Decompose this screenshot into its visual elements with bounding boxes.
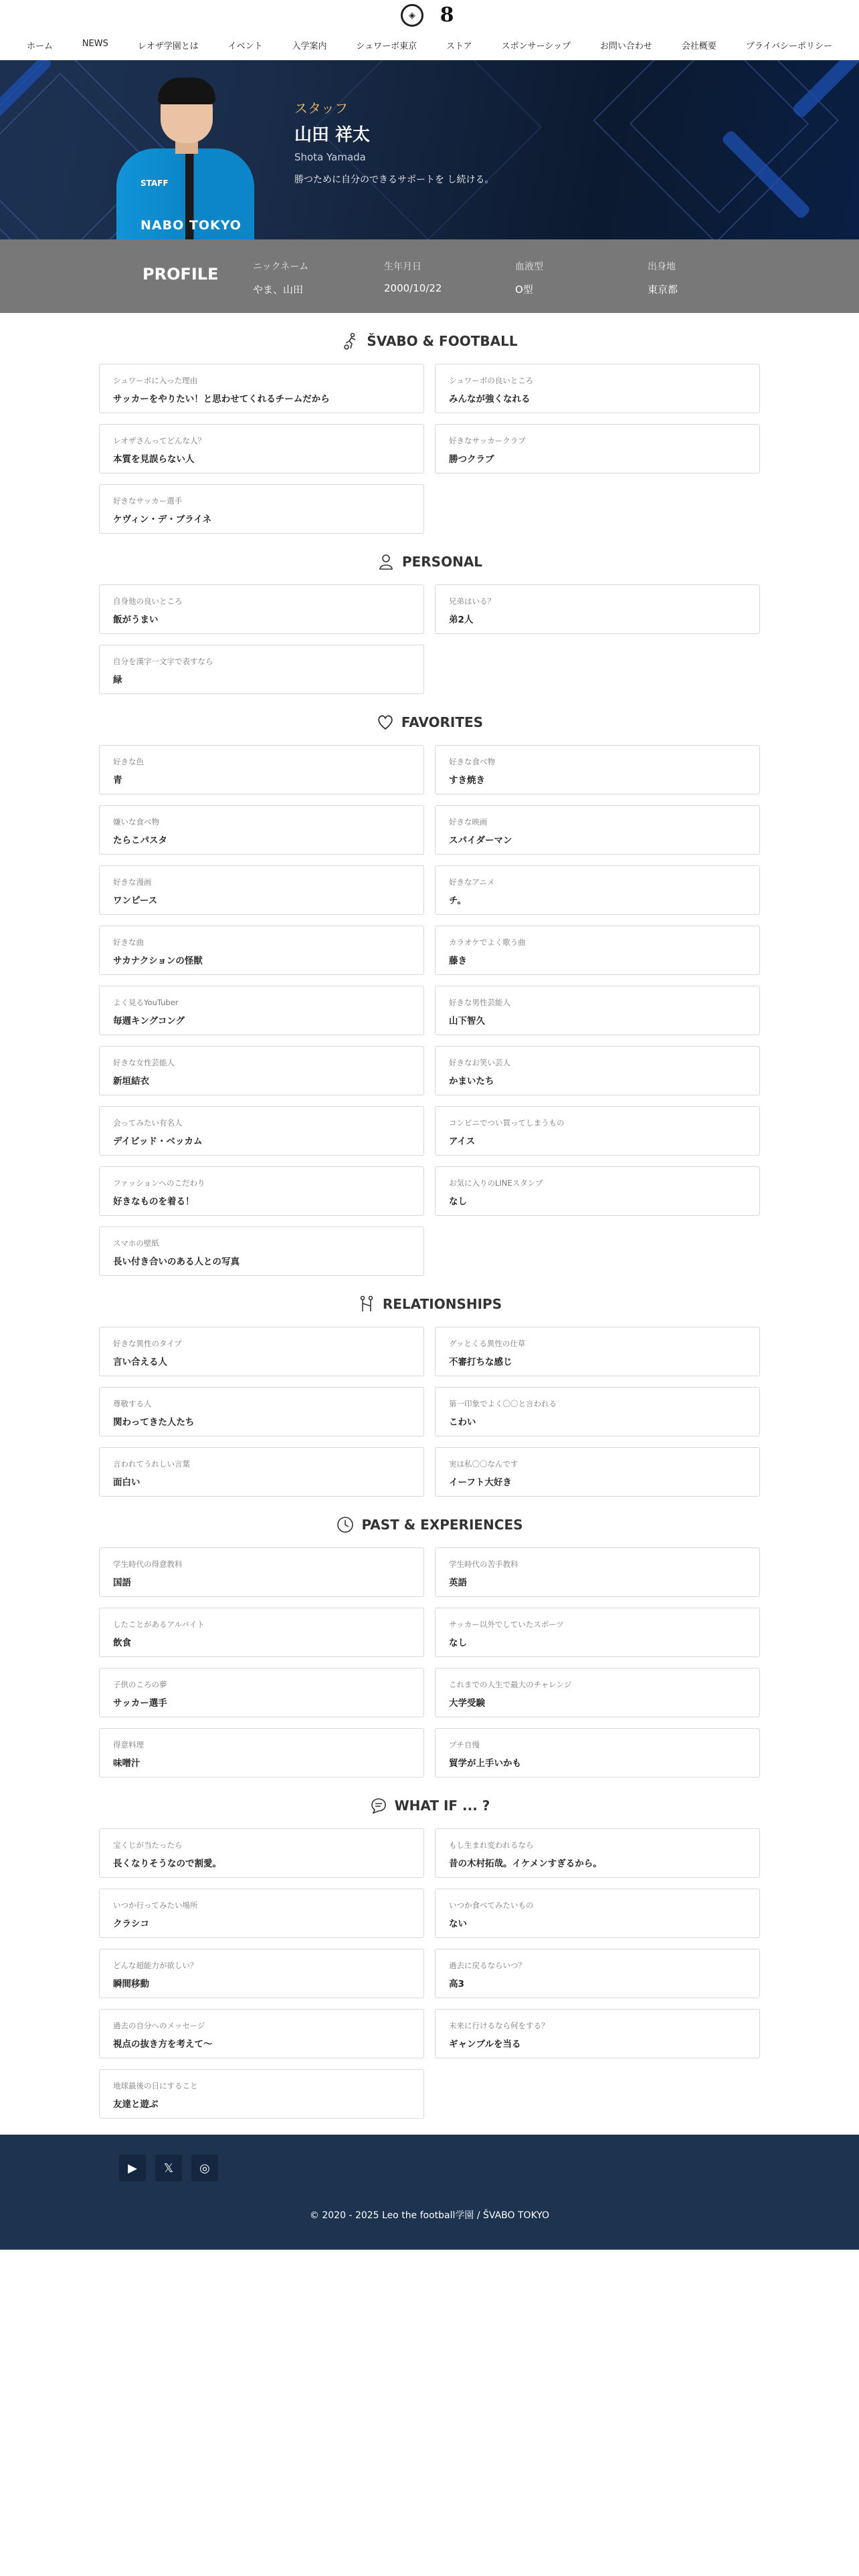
- qa-answer: 本質を見誤らない人: [113, 454, 195, 465]
- qa-question: 好きなサッカークラブ: [449, 436, 526, 445]
- qa-question: サッカー以外でしていたスポーツ: [449, 1620, 564, 1629]
- qa-question: 未来に行けるなら何をする？: [449, 2021, 549, 2030]
- youtube-icon[interactable]: ▶: [119, 2155, 146, 2181]
- qa-card: [435, 1608, 760, 1657]
- qa-card: [435, 1828, 760, 1878]
- qa-card: [435, 805, 760, 855]
- section-title: FAVORITES: [401, 714, 484, 730]
- profile-value: やま、山田: [253, 284, 304, 296]
- qa-question: シュワーボに入った理由: [113, 376, 198, 385]
- qa-answer: すき焼き: [449, 775, 485, 786]
- section-heading: [99, 328, 760, 354]
- nav-item[interactable]: プライバシーポリシー: [745, 41, 833, 51]
- qa-answer: チ。: [449, 895, 467, 906]
- qa-answer: 瞬間移動: [113, 1979, 149, 1990]
- profile-title: PROFILE: [142, 265, 219, 284]
- profile-item-nickname: [253, 259, 308, 296]
- x-icon[interactable]: 𝕏: [155, 2155, 182, 2181]
- qa-question: 地球最後の日にすること: [113, 2081, 198, 2090]
- profile-label: 血液型: [515, 261, 543, 272]
- qa-answer: ない: [449, 1919, 467, 1929]
- qa-answer: ケヴィン・デ・ブライネ: [113, 514, 212, 525]
- qa-question: 嫌いな食べ物: [113, 817, 159, 827]
- staff-name-en: Shota Yamada: [294, 151, 366, 163]
- qa-answer: 勝つクラブ: [449, 454, 494, 465]
- qa-answer: なし: [449, 1196, 467, 1207]
- profile-value: O型: [515, 284, 533, 296]
- qa-question: 好きな異性のタイプ: [113, 1339, 182, 1348]
- profile-bar: [0, 239, 859, 313]
- qa-card: [435, 926, 760, 975]
- qa-question: 第一印象でよく〇〇と言われる: [449, 1399, 557, 1408]
- qa-question: いつか行ってみたい場所: [113, 1901, 198, 1910]
- section-favorites: [99, 694, 760, 1276]
- section-heading: [99, 1792, 760, 1819]
- qa-card: [99, 1728, 424, 1778]
- relationship-icon: [357, 1295, 376, 1313]
- qa-answer: 不審打ちな感じ: [449, 1357, 512, 1368]
- qa-question: 学生時代の得意教科: [113, 1560, 183, 1569]
- heart-icon: [376, 713, 395, 732]
- section-heading: [99, 1291, 760, 1317]
- profile-label: 出身地: [648, 261, 676, 272]
- soccer-player-icon: [341, 332, 360, 350]
- person-icon: [377, 552, 395, 571]
- nav-item[interactable]: ホーム: [26, 41, 53, 51]
- profile-value: 東京都: [648, 284, 678, 296]
- qa-card: [435, 1889, 760, 1938]
- qa-answer: 緑: [113, 675, 122, 685]
- instagram-icon[interactable]: ◎: [191, 2155, 218, 2181]
- jacket-staff-label: STAFF: [140, 179, 169, 188]
- qa-card: [99, 1327, 424, 1376]
- qa-question: 宝くじが当たったら: [113, 1840, 183, 1850]
- qa-sections: [0, 313, 859, 2119]
- qa-answer: デイビッド・ベッカム: [113, 1136, 203, 1147]
- qa-answer: 飯がうまい: [113, 615, 159, 625]
- qa-card: [435, 745, 760, 794]
- qa-question: 好きな男性芸能人: [449, 998, 510, 1007]
- qa-answer: 友達と遊ぶ: [113, 2099, 159, 2110]
- qa-question: 子供のころの夢: [113, 1680, 167, 1689]
- qa-card: [435, 986, 760, 1035]
- qa-question: 実は私〇〇なんです: [449, 1459, 518, 1469]
- qa-answer: イーフト大好き: [449, 1477, 512, 1488]
- nav-item[interactable]: お問い合わせ: [599, 41, 652, 51]
- qa-answer: 弟2人: [449, 615, 474, 625]
- qa-question: 得意料理: [113, 1740, 144, 1749]
- qa-card: [435, 1668, 760, 1717]
- qa-answer: 貿学が上手いかも: [449, 1758, 521, 1769]
- qa-card: [435, 1949, 760, 1998]
- qa-question: 学生時代の苦手教科: [449, 1560, 518, 1569]
- profile-item-hometown: [648, 259, 678, 296]
- qa-answer: 面白い: [113, 1477, 140, 1488]
- social-links: [119, 2155, 218, 2181]
- section-personal: [99, 534, 760, 694]
- qa-card: [99, 645, 424, 694]
- qa-card: [435, 1166, 760, 1216]
- qa-card: [99, 424, 424, 473]
- qa-grid: [99, 1327, 760, 1497]
- nav-item[interactable]: 会社概要: [681, 41, 717, 51]
- staff-message: 勝つために自分のできるサポートを し続ける。: [294, 175, 494, 185]
- nav-item[interactable]: 入学案内: [292, 41, 327, 51]
- qa-answer: 味噌汁: [113, 1758, 140, 1769]
- qa-question: 尊敬する人: [113, 1399, 152, 1408]
- qa-question: いつか食べてみたいもの: [449, 1901, 534, 1910]
- section-title: WHAT IF ... ?: [394, 1798, 490, 1814]
- staff-role: スタッフ: [294, 100, 348, 116]
- qa-answer: 国語: [113, 1578, 131, 1588]
- qa-answer: サッカー選手: [113, 1698, 167, 1709]
- qa-answer: 大学受験: [449, 1698, 485, 1709]
- nav-item[interactable]: レオザ学園とは: [137, 41, 199, 51]
- qa-question: コンビニでつい買ってしまうもの: [449, 1118, 565, 1128]
- section-heading: [99, 1511, 760, 1538]
- qa-answer: 英語: [449, 1578, 467, 1588]
- staff-name: 山田 祥太: [294, 125, 371, 145]
- qa-card: [99, 1668, 424, 1717]
- qa-answer: クラシコ: [113, 1919, 149, 1929]
- qa-question: 過去の自分へのメッセージ: [113, 2021, 205, 2030]
- nav-item[interactable]: シュワーボ東京: [356, 41, 417, 51]
- qa-answer: 高3: [449, 1979, 464, 1990]
- qa-question: これまでの人生で最大のチャレンジ: [449, 1680, 572, 1689]
- qa-card: [99, 364, 424, 413]
- qa-question: シュワーボの良いところ: [449, 376, 534, 385]
- profile-label: ニックネーム: [253, 261, 309, 272]
- qa-card: [435, 1728, 760, 1778]
- qa-answer: 新垣結衣: [113, 1076, 149, 1087]
- qa-answer: 言い合える人: [113, 1357, 167, 1368]
- qa-question: 好きなアニメ: [449, 877, 495, 887]
- qa-question: プチ自慢: [449, 1740, 480, 1749]
- profile-value: 2000/10/22: [384, 282, 442, 294]
- section-title: ŠVABO & FOOTBALL: [367, 333, 518, 349]
- hair: [158, 78, 215, 104]
- qa-question: スマホの壁紙: [113, 1239, 159, 1248]
- qa-card: [435, 424, 760, 473]
- clock-icon: [336, 1515, 355, 1534]
- qa-question: ファッションへのこだわり: [113, 1178, 205, 1188]
- profile-item-birthday: [384, 259, 442, 294]
- qa-answer: 藤き: [449, 956, 467, 966]
- qa-answer: こわい: [449, 1417, 476, 1428]
- qa-answer: 長くなりそうなので割愛。: [113, 1858, 221, 1869]
- qa-grid: [99, 1547, 760, 1778]
- qa-answer: たらこパスタ: [113, 835, 167, 846]
- qa-answer: 関わってきた人たち: [113, 1417, 195, 1428]
- qa-card: [99, 1106, 424, 1156]
- qa-card: [99, 584, 424, 634]
- qa-card: [435, 1327, 760, 1376]
- qa-question: 好きなお笑い芸人: [449, 1058, 510, 1067]
- section-past-experiences: [99, 1497, 760, 1778]
- qa-answer: サッカーをやりたい！と思わせてくれるチームだから: [113, 394, 330, 405]
- qa-question: どんな超能力が欲しい？: [113, 1961, 198, 1970]
- qa-card: [99, 1226, 424, 1276]
- top-header: [0, 0, 859, 60]
- jacket-team-text: NABO TOKYO: [140, 218, 242, 233]
- qa-card: [435, 1046, 760, 1095]
- qa-grid: [99, 364, 760, 534]
- nav-item[interactable]: イベント: [227, 41, 263, 51]
- qa-card: [435, 364, 760, 413]
- qa-card: [99, 484, 424, 534]
- qa-card: [435, 1447, 760, 1497]
- qa-card: [99, 1949, 424, 1998]
- qa-question: カラオケでよく歌う曲: [449, 938, 526, 947]
- qa-answer: 長い付き合いのある人との写真: [113, 1257, 240, 1267]
- qa-answer: ギャンブルを当る: [449, 2039, 521, 2050]
- qa-question: よく見るYouTuber: [113, 998, 179, 1007]
- qa-answer: 毎週キングコング: [113, 1016, 185, 1027]
- qa-question: したことがあるアルバイト: [113, 1620, 205, 1629]
- qa-card: [435, 1106, 760, 1156]
- qa-card: [99, 805, 424, 855]
- hero-text: [294, 98, 494, 186]
- qa-card: [99, 2009, 424, 2058]
- section-relationships: [99, 1276, 760, 1497]
- qa-question: 過去に戻るならいつ？: [449, 1961, 526, 1970]
- qa-question: お気に入りのLINEスタンプ: [449, 1178, 543, 1188]
- qa-card: [99, 1447, 424, 1497]
- qa-card: [99, 745, 424, 794]
- qa-card: [99, 1889, 424, 1938]
- qa-answer: 視点の抜き方を考えて〜: [113, 2039, 213, 2050]
- qa-grid: [99, 584, 760, 694]
- nav-item[interactable]: NEWS: [82, 39, 108, 49]
- qa-answer: スパイダーマン: [449, 835, 512, 846]
- nav-item[interactable]: ストア: [446, 41, 472, 51]
- qa-card: [99, 865, 424, 915]
- qa-card: [99, 1387, 424, 1436]
- qa-card: [435, 2009, 760, 2058]
- section-heading: [99, 709, 760, 736]
- qa-answer: かまいたち: [449, 1076, 494, 1087]
- qa-question: 好きな食べ物: [449, 757, 495, 766]
- qa-question: 好きな漫画: [113, 877, 152, 887]
- qa-question: もし生まれ変われるなら: [449, 1840, 534, 1850]
- qa-answer: 昔の木村拓哉。イケメンすぎるから。: [449, 1858, 602, 1869]
- qa-question: 自分を漢字一文字で表すなら: [113, 657, 213, 666]
- qa-card: [99, 926, 424, 975]
- qa-question: 好きな女性芸能人: [113, 1058, 175, 1067]
- qa-question: レオザさんってどんな人？: [113, 436, 205, 445]
- qa-card: [99, 2069, 424, 2119]
- qa-card: [99, 1608, 424, 1657]
- qa-question: 言われてうれしい言葉: [113, 1459, 190, 1469]
- qa-answer: 好きなものを着る！: [113, 1196, 195, 1207]
- qa-card: [435, 1547, 760, 1597]
- qa-question: 好きな映画: [449, 817, 488, 827]
- qa-card: [99, 1828, 424, 1878]
- profile-item-blood-type: [515, 259, 543, 296]
- section-vabo-football: [99, 313, 760, 534]
- qa-question: 好きな曲: [113, 938, 144, 947]
- qa-answer: なし: [449, 1638, 467, 1648]
- qa-card: [435, 865, 760, 915]
- qa-card: [435, 584, 760, 634]
- qa-question: 会ってみたい有名人: [113, 1118, 183, 1128]
- section-title: PAST & EXPERIENCES: [361, 1517, 523, 1533]
- qa-card: [99, 1046, 424, 1095]
- nav-item[interactable]: スポンサーシップ: [501, 41, 571, 51]
- speech-bubble-icon: [369, 1796, 388, 1815]
- school-logo-icon[interactable]: ◈: [401, 4, 423, 27]
- staff-photo: [114, 75, 254, 239]
- main-nav: [0, 39, 859, 51]
- qa-answer: サカナクションの怪獣: [113, 956, 203, 966]
- section-heading: [99, 548, 760, 575]
- qa-question: グッとくる異性の仕草: [449, 1339, 526, 1348]
- qa-answer: 飲食: [113, 1638, 131, 1648]
- qa-answer: アイス: [449, 1136, 476, 1147]
- qa-question: 好きなサッカー選手: [113, 496, 183, 506]
- qa-answer: ワンピース: [113, 895, 158, 906]
- qa-grid: [99, 1828, 760, 2119]
- qa-question: 好きな色: [113, 757, 144, 766]
- hero-banner: [0, 60, 859, 239]
- qa-question: 自身他の良いところ: [113, 597, 183, 606]
- footer: [0, 2135, 859, 2250]
- section-title: RELATIONSHIPS: [382, 1296, 502, 1312]
- section-what-if: [99, 1778, 760, 2119]
- team-logo-icon[interactable]: 8: [440, 3, 454, 27]
- logo-group: [0, 4, 859, 27]
- profile-label: 生年月日: [384, 261, 421, 272]
- qa-card: [99, 986, 424, 1035]
- qa-answer: みんなが強くなれる: [449, 394, 531, 405]
- qa-answer: 山下智久: [449, 1016, 485, 1027]
- qa-grid: [99, 745, 760, 1276]
- qa-answer: 青: [113, 775, 122, 786]
- qa-card: [99, 1166, 424, 1216]
- qa-question: 兄弟はいる？: [449, 597, 495, 606]
- section-title: PERSONAL: [401, 554, 483, 570]
- qa-card: [435, 1387, 760, 1436]
- qa-card: [99, 1547, 424, 1597]
- copyright: © 2020 - 2025 Leo the football学園 / ŠVABO TOKYO: [309, 2210, 550, 2221]
